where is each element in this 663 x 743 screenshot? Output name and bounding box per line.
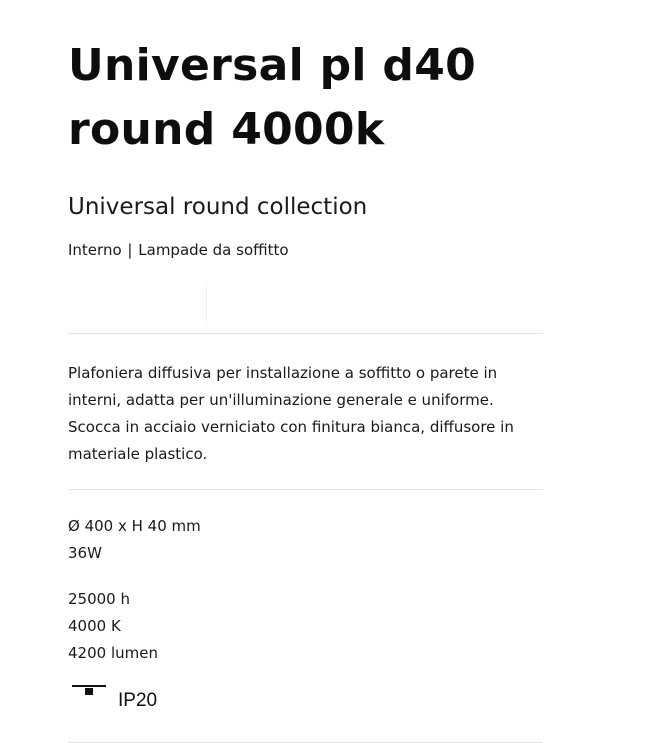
product-title: Universal pl d40 round 4000k	[68, 40, 477, 155]
product-description: Plafoniera diffusiva per installazione a soffitto o parete in interni, adatta per un'illuminazione generale e uniforme. Scocca in acciaio verniciato con finitura bianca, diffusore in materiale plastico.	[68, 364, 514, 463]
collection-name: Universal round collection	[68, 194, 368, 220]
spec-lifetime: 25000 h	[68, 590, 130, 608]
divider	[68, 489, 543, 490]
spec-luminous-flux: 4200 lumen	[68, 644, 158, 662]
spec-dimensions: Ø 400 x H 40 mm	[68, 517, 201, 535]
breadcrumb	[68, 240, 289, 260]
spec-color-temperature: 4000 K	[68, 617, 121, 635]
ceiling-mount-icon	[72, 684, 106, 700]
breadcrumb-category[interactable]: Interno	[68, 241, 122, 259]
breadcrumb-separator: |	[127, 241, 133, 259]
ip-rating-label: IP20	[118, 690, 158, 711]
spec-power: 36W	[68, 544, 102, 562]
image-placeholder	[206, 282, 207, 326]
divider	[68, 333, 543, 334]
breadcrumb-subcategory[interactable]: Lampade da soffitto	[138, 241, 289, 259]
